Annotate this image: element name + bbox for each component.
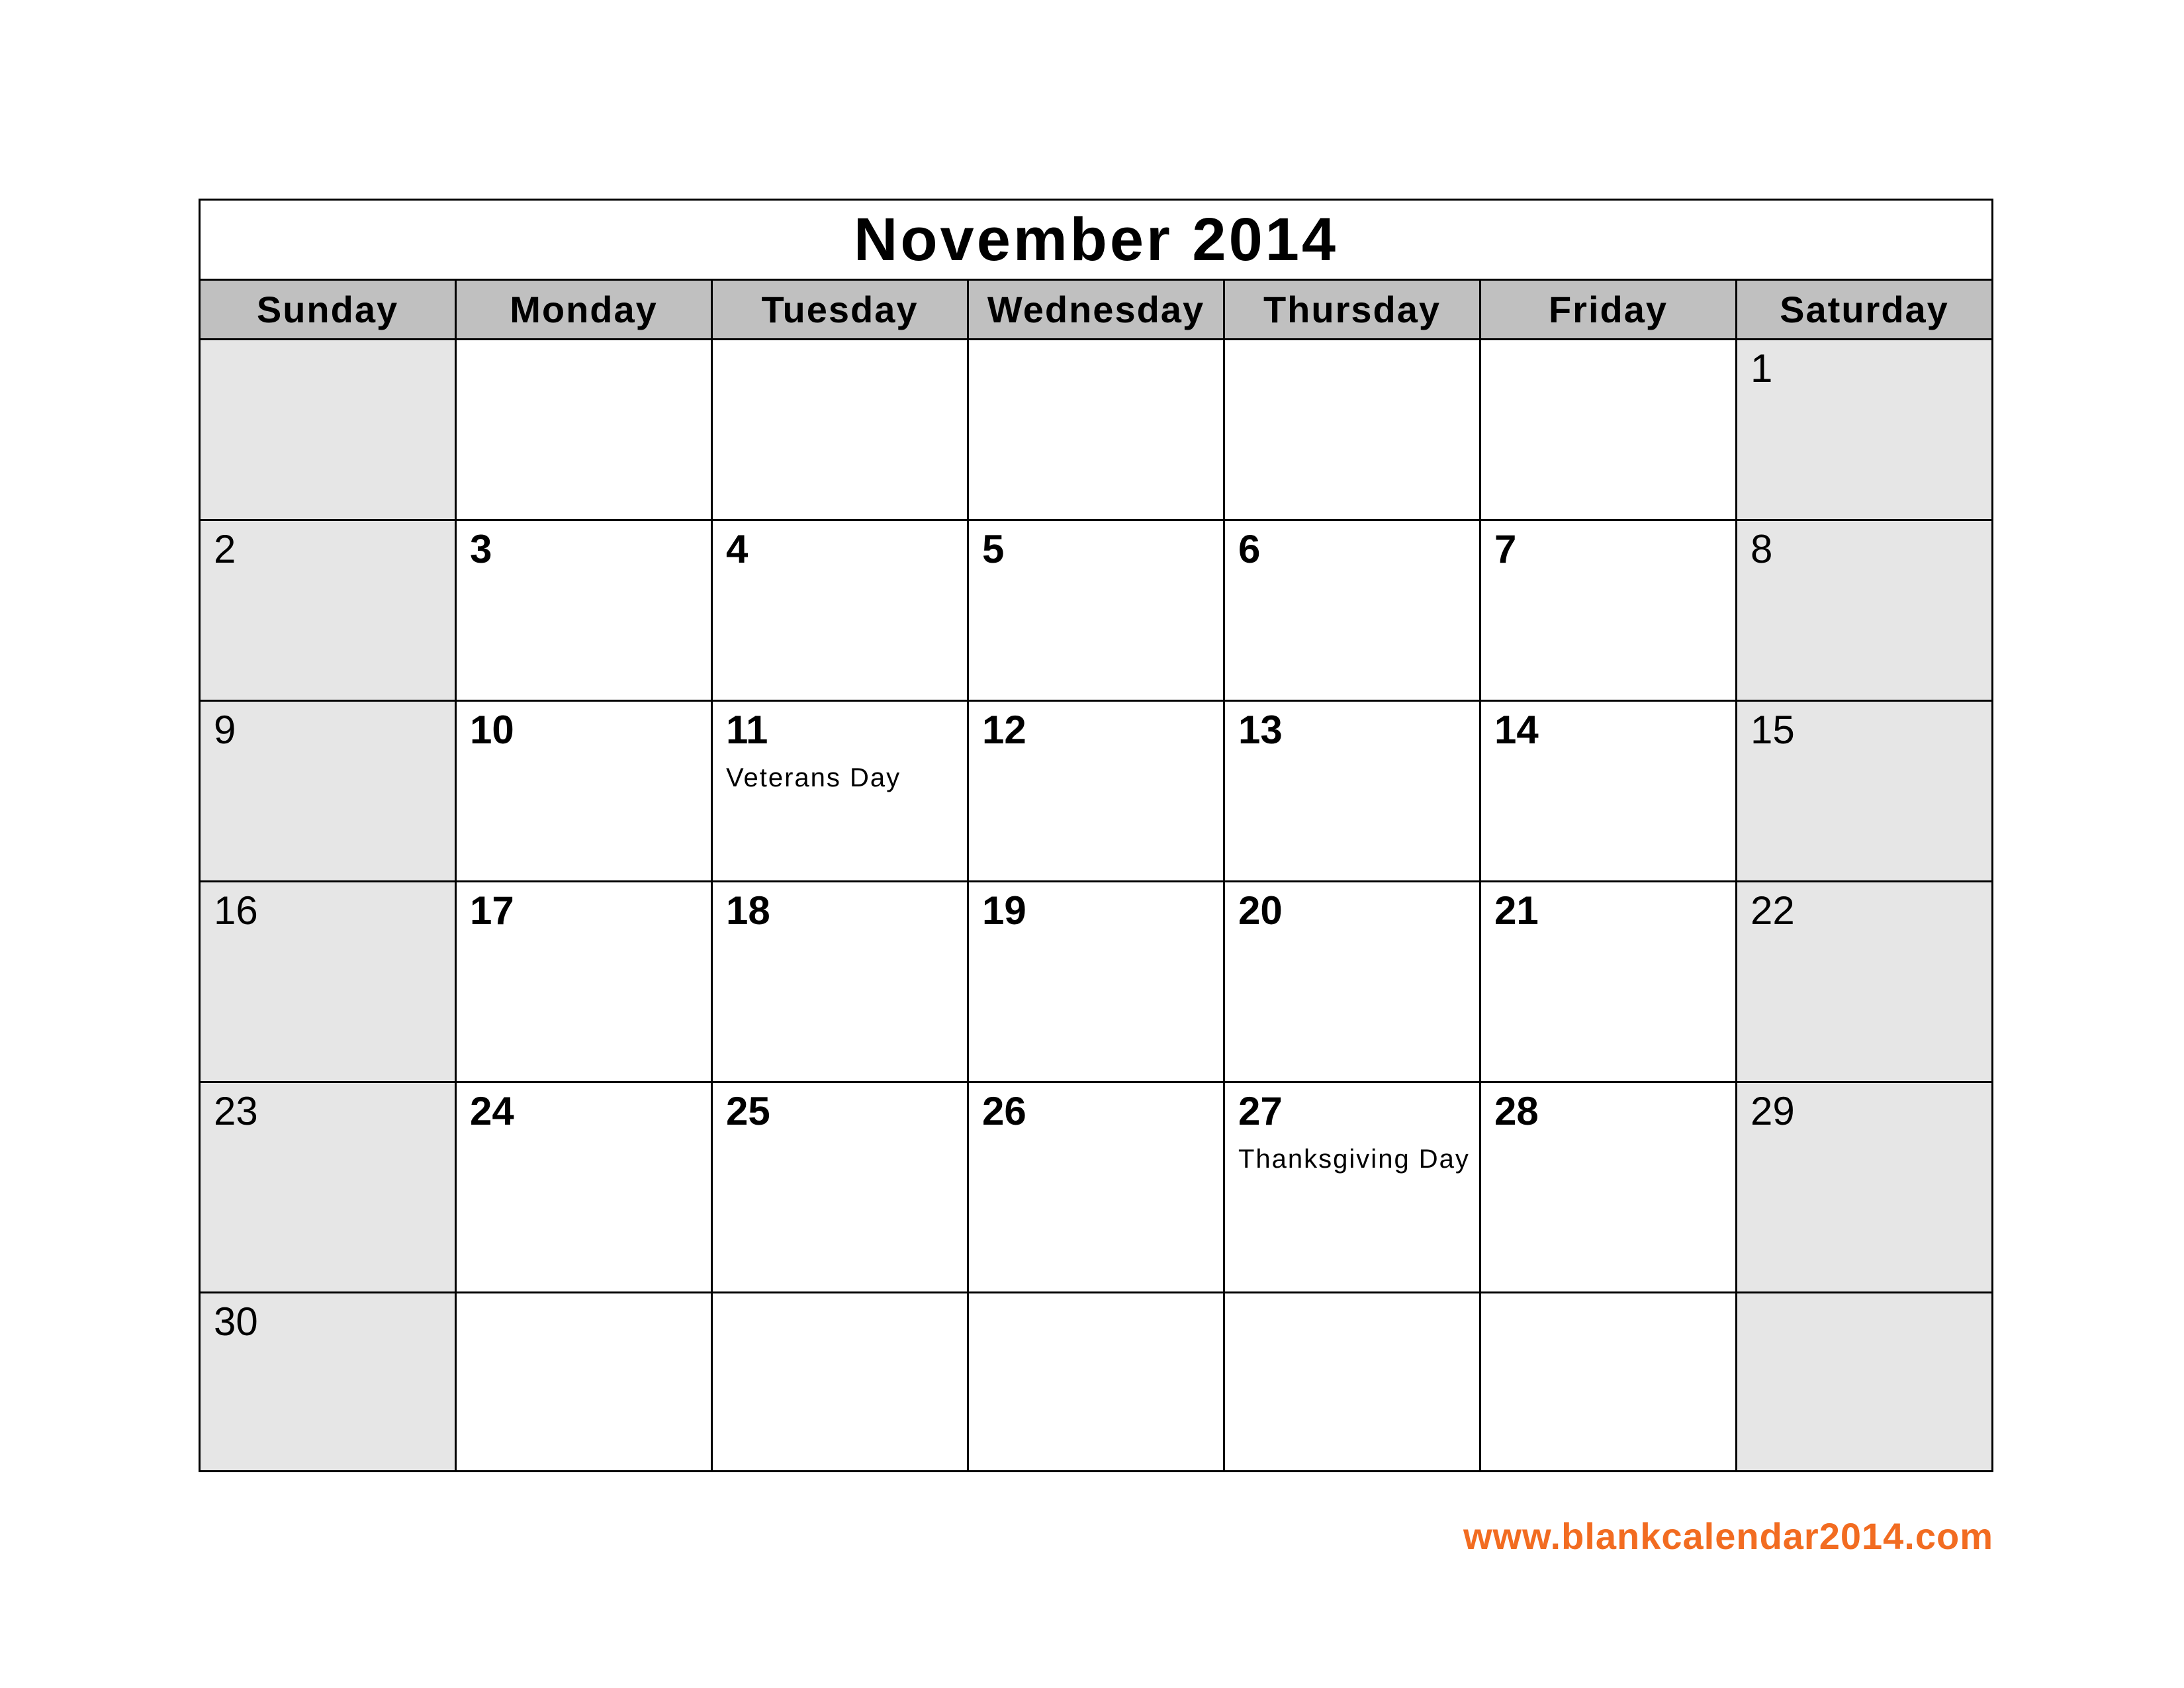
day-number: 18: [726, 888, 770, 933]
day-cell: [457, 340, 713, 519]
day-cell: [713, 340, 969, 519]
day-cell: [713, 1083, 969, 1291]
day-number: 14: [1494, 708, 1539, 752]
day-cell: [1481, 521, 1737, 700]
day-number: 11: [726, 708, 768, 752]
day-number: 1: [1751, 346, 1773, 391]
day-number: 6: [1238, 527, 1261, 571]
day-cell: [201, 882, 457, 1081]
day-cell: [713, 1293, 969, 1470]
day-cell: [201, 702, 457, 880]
day-cell: [969, 1293, 1225, 1470]
holiday-label: Thanksgiving Day: [1238, 1145, 1470, 1174]
day-cell: [969, 702, 1225, 880]
day-number: 13: [1238, 708, 1283, 752]
week-row: [201, 882, 1991, 1083]
calendar-grid: [201, 340, 1991, 1470]
day-number: 10: [470, 708, 514, 752]
day-number: 5: [982, 527, 1005, 571]
day-cell: [713, 882, 969, 1081]
weekday-header-wednesday: Wednesday: [969, 281, 1225, 338]
day-cell: [1481, 1083, 1737, 1291]
day-number: 16: [214, 888, 258, 933]
day-cell: [457, 521, 713, 700]
day-number: 25: [726, 1089, 770, 1133]
footer-website-link[interactable]: www.blankcalendar2014.com: [1463, 1515, 1993, 1557]
day-cell: [1225, 702, 1481, 880]
day-cell: [713, 521, 969, 700]
weekday-header-row: [201, 281, 1991, 340]
week-row: [201, 702, 1991, 882]
day-cell: [713, 702, 969, 880]
day-number: 28: [1494, 1089, 1539, 1133]
weekday-header-friday: Friday: [1481, 281, 1737, 338]
week-row: [201, 1083, 1991, 1293]
day-cell: [1737, 702, 1991, 880]
day-number: 8: [1751, 527, 1773, 571]
day-cell: [969, 882, 1225, 1081]
day-number: 19: [982, 888, 1026, 933]
day-number: 20: [1238, 888, 1283, 933]
day-number: 24: [470, 1089, 514, 1133]
day-cell: [1737, 340, 1991, 519]
day-cell: [1225, 1083, 1481, 1291]
day-number: 3: [470, 527, 492, 571]
day-cell: [1225, 1293, 1481, 1470]
day-cell: [1481, 702, 1737, 880]
day-number: 17: [470, 888, 514, 933]
weekday-header-saturday: Saturday: [1737, 281, 1991, 338]
day-number: 7: [1494, 527, 1517, 571]
title-row: [201, 201, 1991, 281]
day-cell: [457, 702, 713, 880]
day-cell: [969, 1083, 1225, 1291]
day-number: 29: [1751, 1089, 1795, 1133]
week-row: [201, 340, 1991, 521]
day-cell: [201, 521, 457, 700]
day-cell: [1737, 521, 1991, 700]
day-cell: [201, 1083, 457, 1291]
day-cell: [1737, 1083, 1991, 1291]
weekday-header-tuesday: Tuesday: [713, 281, 969, 338]
day-number: 21: [1494, 888, 1539, 933]
day-number: 2: [214, 527, 236, 571]
day-cell: [1481, 882, 1737, 1081]
day-cell: [1225, 340, 1481, 519]
day-cell: [457, 882, 713, 1081]
day-number: 9: [214, 708, 236, 752]
day-number: 22: [1751, 888, 1795, 933]
day-cell: [457, 1083, 713, 1291]
weekday-header-thursday: Thursday: [1225, 281, 1481, 338]
day-cell: [1737, 1293, 1991, 1470]
week-row: [201, 521, 1991, 702]
day-number: 12: [982, 708, 1026, 752]
day-cell: [1737, 882, 1991, 1081]
day-number: 30: [214, 1299, 258, 1344]
day-number: 15: [1751, 708, 1795, 752]
day-cell: [201, 1293, 457, 1470]
day-cell: [1481, 340, 1737, 519]
calendar-title: November 2014: [853, 206, 1339, 273]
holiday-label: Veterans Day: [726, 763, 901, 792]
day-cell: [969, 340, 1225, 519]
day-cell: [1225, 882, 1481, 1081]
day-number: 27: [1238, 1089, 1283, 1133]
day-cell: [201, 340, 457, 519]
weekday-header-monday: Monday: [457, 281, 713, 338]
weekday-header-sunday: Sunday: [201, 281, 457, 338]
day-cell: [969, 521, 1225, 700]
calendar: [199, 199, 1993, 1472]
day-cell: [1225, 521, 1481, 700]
day-cell: [1481, 1293, 1737, 1470]
day-number: 26: [982, 1089, 1026, 1133]
day-cell: [457, 1293, 713, 1470]
day-number: 4: [726, 527, 749, 571]
day-number: 23: [214, 1089, 258, 1133]
week-row: [201, 1293, 1991, 1470]
